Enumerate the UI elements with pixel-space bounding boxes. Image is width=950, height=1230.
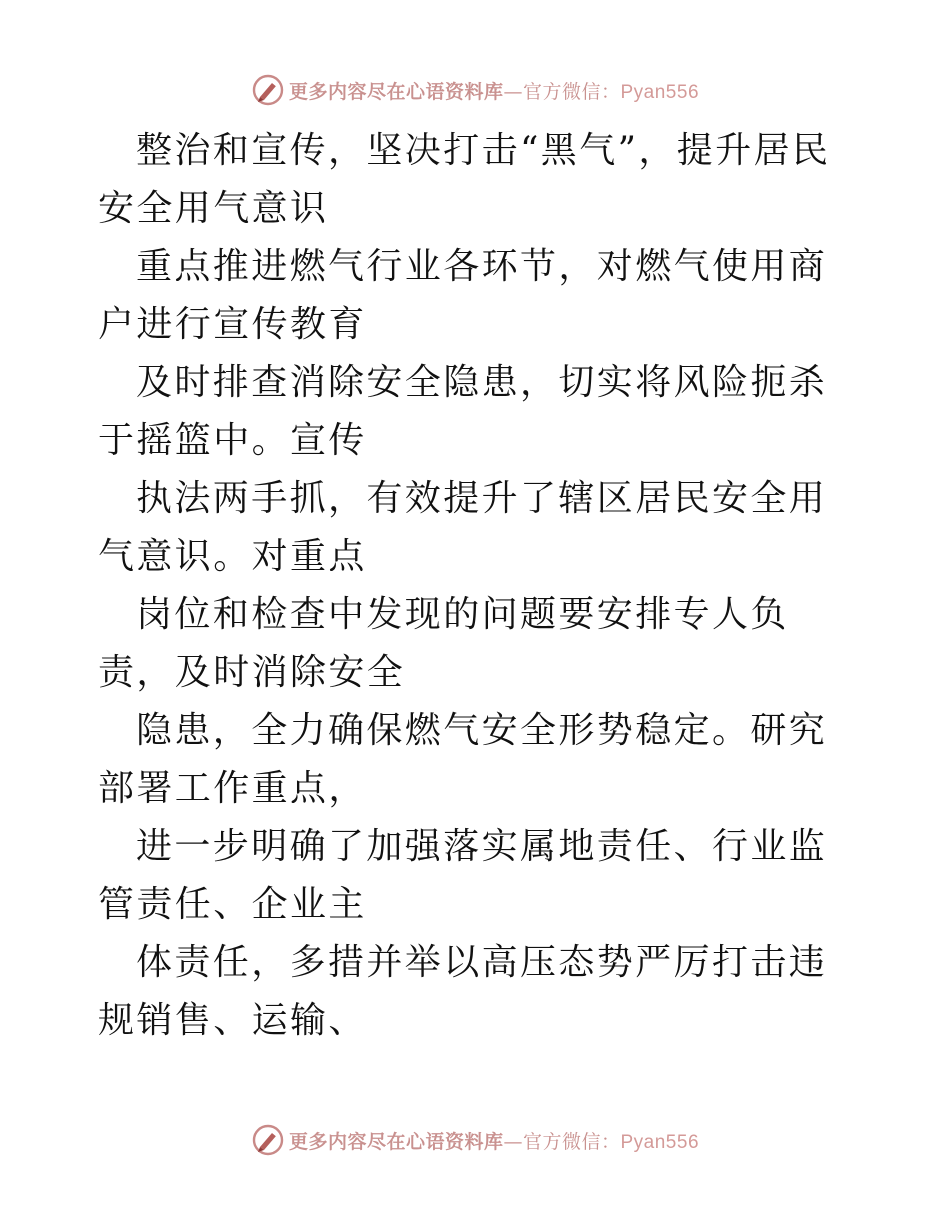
header-text xyxy=(289,77,699,104)
paragraph-1: 整治和宣传，坚决打击“黑气”，提升居民安全用气意识 xyxy=(98,130,831,229)
paragraph-6: 隐患，全力确保燃气安全形势稳定。研究部署工作重点， xyxy=(98,710,828,809)
document-body xyxy=(98,122,858,1050)
footer-wechat-label: 官方微信： xyxy=(522,1130,621,1153)
paragraph-8: 体责任，多措并举以高压态势严厉打击违规销售、运输、 xyxy=(98,942,828,1041)
paragraph-2: 重点推进燃气行业各环节，对燃气使用商户进行宣传教育 xyxy=(98,246,828,345)
footer-dash: — xyxy=(503,1130,523,1153)
header-banner xyxy=(0,70,950,110)
footer-banner xyxy=(0,1120,950,1160)
paragraph-7: 进一步明确了加强落实属地责任、行业监管责任、企业主 xyxy=(98,826,828,925)
footer-wechat-id: Pyan556 xyxy=(620,1131,700,1153)
paragraph-5: 岗位和检查中发现的问题要安排专人负责，及时消除安全 xyxy=(98,594,789,693)
pen-logo-icon xyxy=(251,1123,285,1157)
header-site-text: 更多内容尽在心语资料库 xyxy=(288,80,504,103)
footer-site-text: 更多内容尽在心语资料库 xyxy=(288,1130,504,1153)
paragraph-4: 执法两手抓，有效提升了辖区居民安全用气意识。对重点 xyxy=(98,478,828,577)
header-wechat-id: Pyan556 xyxy=(620,81,700,103)
header-dash: — xyxy=(503,80,523,103)
header-wechat-label: 官方微信： xyxy=(522,80,621,103)
pen-logo-icon xyxy=(251,73,285,107)
footer-text xyxy=(289,1127,699,1154)
paragraph-3: 及时排查消除安全隐患，切实将风险扼杀于摇篮中。宣传 xyxy=(98,362,828,461)
